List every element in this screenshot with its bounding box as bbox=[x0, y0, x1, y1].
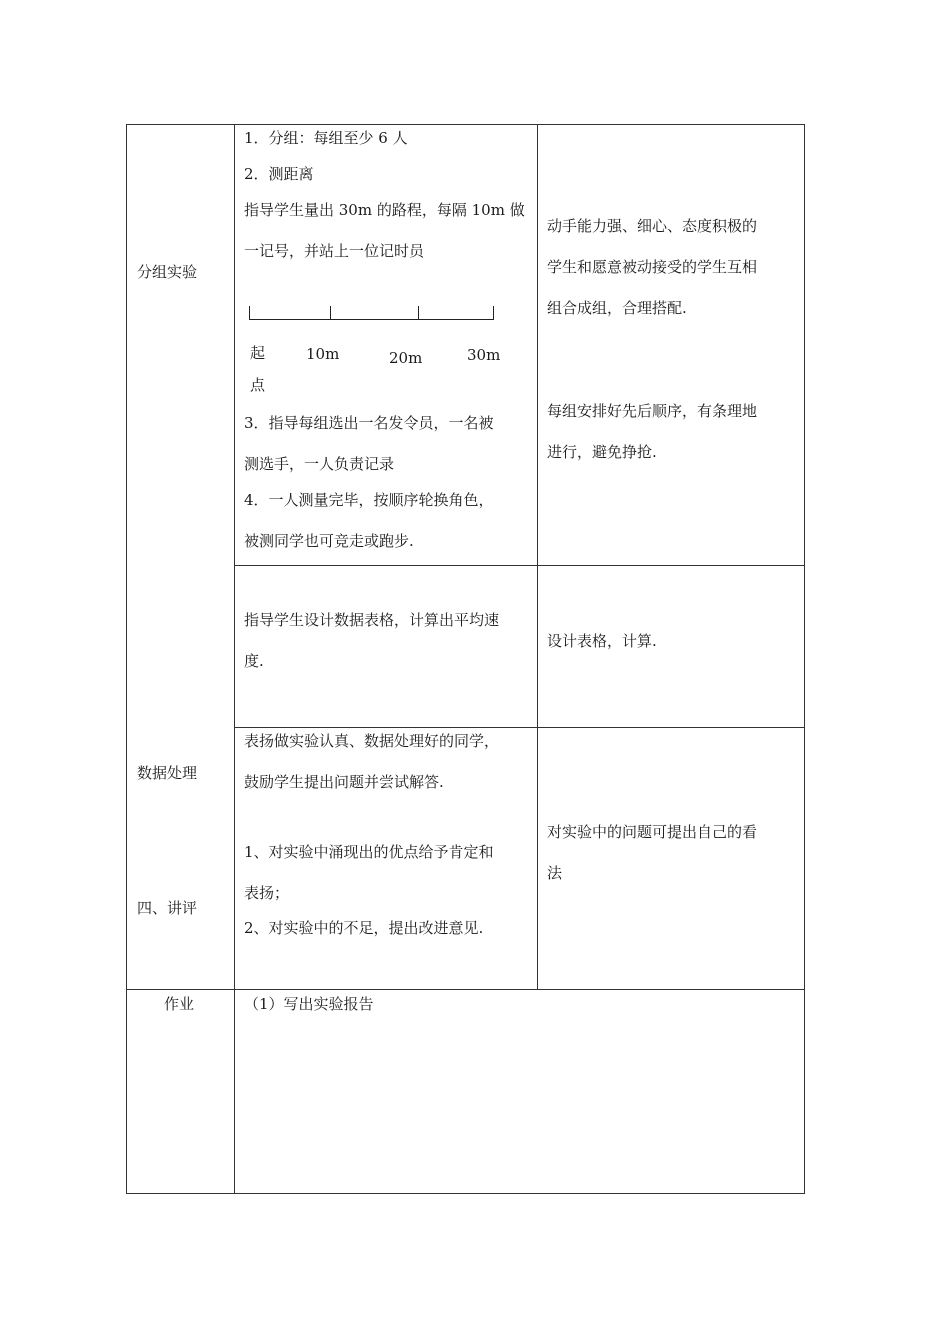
student-group-line3: 组合成组，合理搭配. bbox=[547, 299, 687, 317]
ruler-label-30m: 30m bbox=[467, 346, 501, 364]
ruler-tick-20m bbox=[418, 306, 419, 320]
teacher-review-line2: 鼓励学生提出问题并尝试解答. bbox=[244, 773, 444, 791]
teacher-data-line1: 指导学生设计数据表格，计算出平均速 bbox=[244, 611, 500, 629]
teacher-step3-line2: 测选手，一人负责记录 bbox=[244, 455, 395, 473]
student-order-line2: 进行，避免挣抢. bbox=[547, 443, 657, 461]
teacher-review-item1-line1: 1、对实验中涌现出的优点给予肯定和 bbox=[244, 843, 494, 861]
homework-item1: （1）写出实验报告 bbox=[244, 995, 374, 1013]
teacher-data-line2: 度. bbox=[244, 652, 264, 670]
ruler-label-start: 起 bbox=[250, 344, 266, 362]
teacher-step3-line1: 3．指导每组选出一名发令员，一名被 bbox=[244, 414, 494, 432]
student-review-line2: 法 bbox=[547, 864, 563, 882]
teacher-review-item2: 2、对实验中的不足，提出改进意见. bbox=[244, 919, 484, 937]
teacher-step2: 2．测距离 bbox=[244, 165, 314, 183]
teacher-guide-line2: 一记号，并站上一位记时员 bbox=[244, 242, 425, 260]
ruler-tick-start bbox=[249, 306, 250, 320]
ruler-tick-30m bbox=[493, 306, 494, 320]
homework-divider bbox=[126, 989, 805, 990]
student-group-line2: 学生和愿意被动接受的学生互相 bbox=[547, 258, 758, 276]
student-group-line1: 动手能力强、细心、态度积极的 bbox=[547, 217, 758, 235]
section-data-processing: 数据处理 bbox=[137, 764, 198, 782]
student-order-line1: 每组安排好先后顺序，有条理地 bbox=[547, 402, 758, 420]
column-divider-2 bbox=[537, 124, 538, 990]
ruler-label-10m: 10m bbox=[306, 345, 340, 363]
table-top-border bbox=[126, 124, 805, 125]
teacher-step4-line1: 4．一人测量完毕，按顺序轮换角色， bbox=[244, 491, 494, 509]
row-divider-1 bbox=[234, 565, 805, 566]
column-divider-1 bbox=[234, 124, 235, 1194]
section-homework: 作业 bbox=[164, 995, 195, 1013]
student-data: 设计表格，计算. bbox=[547, 632, 657, 650]
section-review: 四、讲评 bbox=[137, 899, 198, 917]
table-right-border bbox=[804, 124, 805, 1194]
teacher-guide-line1: 指导学生量出 30m 的路程，每隔 10m 做 bbox=[244, 201, 525, 219]
teacher-review-item1-line2: 表扬； bbox=[244, 884, 290, 902]
section-group-experiment: 分组实验 bbox=[137, 263, 198, 281]
table-left-border bbox=[126, 124, 127, 1194]
ruler-tick-10m bbox=[330, 306, 331, 320]
teacher-step4-line2: 被测同学也可竞走或跑步. bbox=[244, 532, 414, 550]
table-bottom-border bbox=[126, 1193, 805, 1194]
teacher-review-line1: 表扬做实验认真、数据处理好的同学， bbox=[244, 732, 500, 750]
ruler-label-20m: 20m bbox=[389, 349, 423, 367]
row-divider-2 bbox=[234, 727, 805, 728]
student-review-line1: 对实验中的问题可提出自己的看 bbox=[547, 823, 758, 841]
ruler-label-start-dian: 点 bbox=[250, 376, 266, 394]
teacher-step1: 1．分组：每组至少 6 人 bbox=[244, 129, 408, 147]
ruler-baseline bbox=[249, 319, 494, 320]
